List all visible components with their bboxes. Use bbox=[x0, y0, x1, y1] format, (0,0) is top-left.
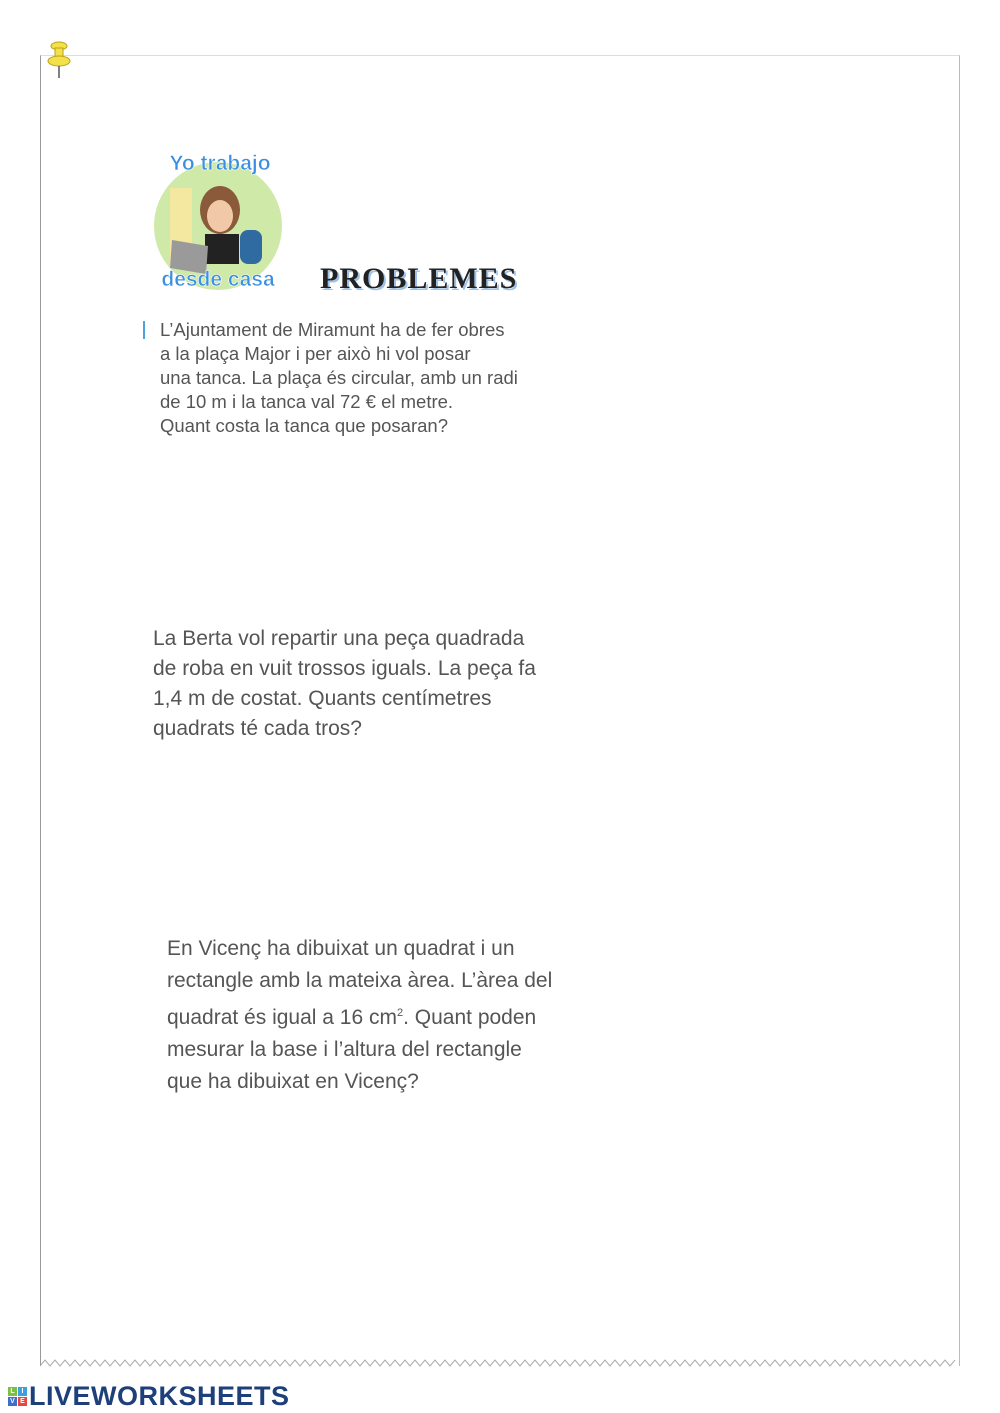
page-torn-edge bbox=[40, 1358, 958, 1368]
logo-text-top: Yo trabajo bbox=[169, 152, 271, 175]
text-cursor bbox=[143, 321, 145, 339]
yo-trabajo-desde-casa-logo bbox=[150, 148, 290, 293]
page-title: PROBLEMES bbox=[320, 262, 518, 295]
problem-3: En Vicenç ha dibuixat un quadrat i un rectangle amb la mateixa àrea. L’àrea del quadrat és igual a 16 $cm^2$. Quant poden mesurar la base i l’altura del rectangle que ha dibuixat en Vicenç? bbox=[167, 937, 553, 1093]
logo-text-bottom: desde casa bbox=[161, 268, 275, 291]
liveworksheets-logo bbox=[8, 1381, 290, 1412]
brand-name: LIVEWORKSHEETS bbox=[29, 1381, 290, 1411]
problem-1: L’Ajuntament de Miramunt ha de fer obres a la plaça Major i per això hi vol posar una tanca. La plaça és circular, amb un radi de 10 m i la tanca val 72 € el metre. Quant costa la tanca que posaran? bbox=[160, 319, 518, 436]
problem-2: La Berta vol repartir una peça quadrada de roba en vuit trossos iguals. La peça fa 1,4 m de costat. Quants centímetres quadrats té cada tros? bbox=[153, 627, 536, 740]
pushpin-icon bbox=[46, 40, 72, 80]
live-badge-icon: L I V E bbox=[8, 1387, 27, 1406]
